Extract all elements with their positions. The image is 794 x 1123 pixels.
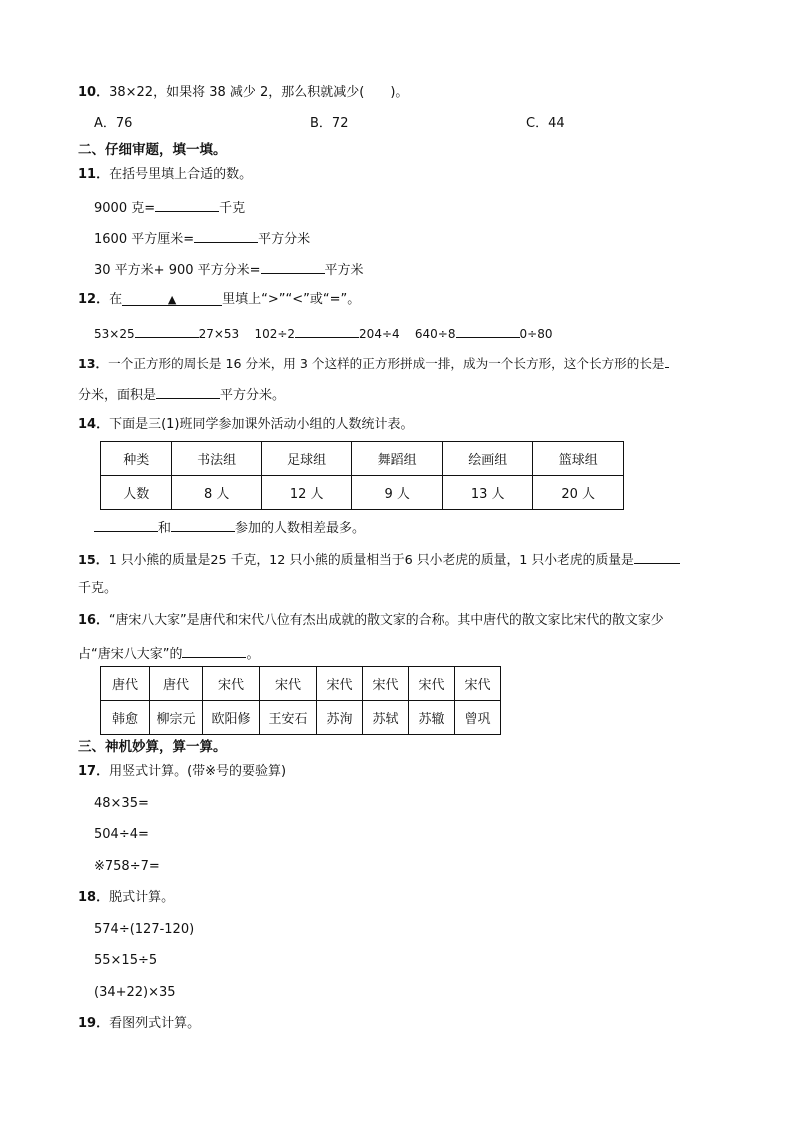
calc-item: 574÷(127-120) [94,922,195,937]
question-number: 19． [78,1016,110,1031]
answer-blank[interactable] [94,517,158,532]
table-cell: 20 人 [533,476,624,510]
question-18 [78,889,174,907]
table-cell: 9 人 [352,476,443,510]
option-a: A．76 [94,116,133,131]
question-10 [78,84,408,102]
table-cell: 书法组 [172,442,262,476]
activity-table [100,441,624,510]
compare-blank[interactable] [135,323,199,338]
calc-item: 48×35= [94,796,149,811]
question-number: 17． [78,764,110,779]
expression: 1600 平方厘米= [94,232,195,247]
unit: 平方米 [324,263,364,278]
table-cell: 8 人 [172,476,262,510]
compare-line [94,323,552,343]
table-cell: 王安石 [260,701,317,735]
table-cell: 12 人 [261,476,352,510]
section-heading-2: 二、仔细审题，填一填。 [78,142,227,158]
question-19 [78,1015,200,1033]
unit: 平方分米 [258,232,311,247]
conversion-line-2 [94,228,310,249]
expression: 204÷4 [359,327,400,341]
expression: 27×53 [198,327,240,341]
compare-blank[interactable] [456,323,520,338]
question-text: 参加的人数相差最多。 [235,521,366,536]
question-text: 占“唐宋八大家”的 [78,647,183,662]
expression: 0÷80 [519,327,553,341]
table-cell: 种类 [101,442,172,476]
question-text: 用竖式计算。(带※号的要验算) [109,764,287,779]
table-row [101,701,501,735]
answer-blank[interactable] [171,517,235,532]
table-cell: 韩愈 [101,701,150,735]
question-text: 里填上“>”“<”或“=”。 [222,292,361,307]
essayists-table [100,666,501,735]
question-text: 在括号里填上合适的数。 [109,167,253,182]
table-cell: 篮球组 [533,442,624,476]
question-text: 脱式计算。 [109,890,175,905]
answer-blank[interactable] [194,228,258,243]
table-cell: 宋代 [455,667,501,701]
calc-item: (34+22)×35 [94,985,176,1000]
question-16 [78,612,664,630]
table-cell: 唐代 [101,667,150,701]
question-text: “唐宋八大家”是唐代和宋代八位有杰出成就的散文家的合称。其中唐代的散文家比宋代的散文家少 [108,613,664,628]
calc-item: 55×15÷5 [94,953,158,968]
question-text: 看图列式计算。 [109,1016,201,1031]
question-text: 在 [109,292,123,307]
table-cell: 苏洵 [317,701,363,735]
calc-item: ※758÷7= [94,859,160,874]
question-number: 18． [78,890,110,905]
question-15-line-2: 千克。 [78,581,118,596]
answer-blank[interactable] [155,197,219,212]
option-c: C．44 [526,116,565,131]
question-text: 分米，面积是 [78,388,157,403]
expression: 9000 克= [94,201,156,216]
table-row [101,667,501,701]
table-cell: 宋代 [409,667,455,701]
question-number: 11． [78,167,110,182]
calc-item: 504÷4= [94,827,149,842]
question-text: 一个正方形的周长是 16 分米，用 3 个这样的正方形拼成一排，成为一个长方形，这个长方形的长是 [108,356,665,371]
question-12 [78,291,360,309]
question-text: 38×22，如果将 38 减少 2，那么积就减少( )。 [109,85,409,100]
table-cell: 欧阳修 [203,701,260,735]
question-15 [78,549,680,570]
expression: 30 平方米+ 900 平方分米= [94,263,261,278]
table-cell: 唐代 [150,667,203,701]
table-cell: 宋代 [363,667,409,701]
question-14 [78,416,414,434]
expression: 640÷8 [414,327,456,341]
table-cell: 人数 [101,476,172,510]
question-number: 13． [78,356,109,371]
table-cell: 宋代 [260,667,317,701]
table-cell: 柳宗元 [150,701,203,735]
table-cell: 曾巩 [455,701,501,735]
expression: 53×25 [94,327,135,341]
question-16-line-2 [78,643,260,664]
compare-blank[interactable] [295,323,359,338]
question-number: 12． [78,292,110,307]
question-14-answer-line [94,517,365,538]
table-cell: 苏辙 [409,701,455,735]
question-text: 。 [246,647,260,662]
table-cell: 绘画组 [442,442,533,476]
question-text: 1 只小熊的质量是25 千克，12 只小熊的质量相当于6 只小老虎的质量，1 只小老虎的质量是 [108,553,634,568]
table-header-row [101,442,624,476]
answer-blank[interactable] [634,549,680,564]
triangle-icon: ▲ [167,293,177,306]
question-13-line-2 [78,384,285,405]
table-cell: 舞蹈组 [352,442,443,476]
question-number: 10． [78,85,110,100]
question-text: 和 [158,521,172,536]
question-13 [78,353,669,373]
option-b: B．72 [310,116,349,131]
answer-blank[interactable] [665,353,669,368]
unit: 千克 [219,201,246,216]
table-cell: 宋代 [317,667,363,701]
question-17 [78,763,286,781]
table-cell: 足球组 [261,442,352,476]
expression: 102÷2 [254,327,296,341]
question-number: 16． [78,613,109,628]
conversion-line-1 [94,197,245,218]
question-11 [78,166,252,184]
table-cell: 13 人 [442,476,533,510]
conversion-line-3 [94,259,364,280]
question-text: 下面是三(1)班同学参加课外活动小组的人数统计表。 [109,417,414,432]
triangle-blank [122,291,222,306]
table-row [101,476,624,510]
answer-blank[interactable] [182,643,246,658]
table-cell: 宋代 [203,667,260,701]
answer-blank[interactable] [156,384,220,399]
question-text: 平方分米。 [220,388,286,403]
question-number: 15． [78,553,109,568]
section-heading-3: 三、神机妙算，算一算。 [78,739,227,755]
answer-blank[interactable] [261,259,325,274]
table-cell: 苏轼 [363,701,409,735]
question-number: 14． [78,417,110,432]
